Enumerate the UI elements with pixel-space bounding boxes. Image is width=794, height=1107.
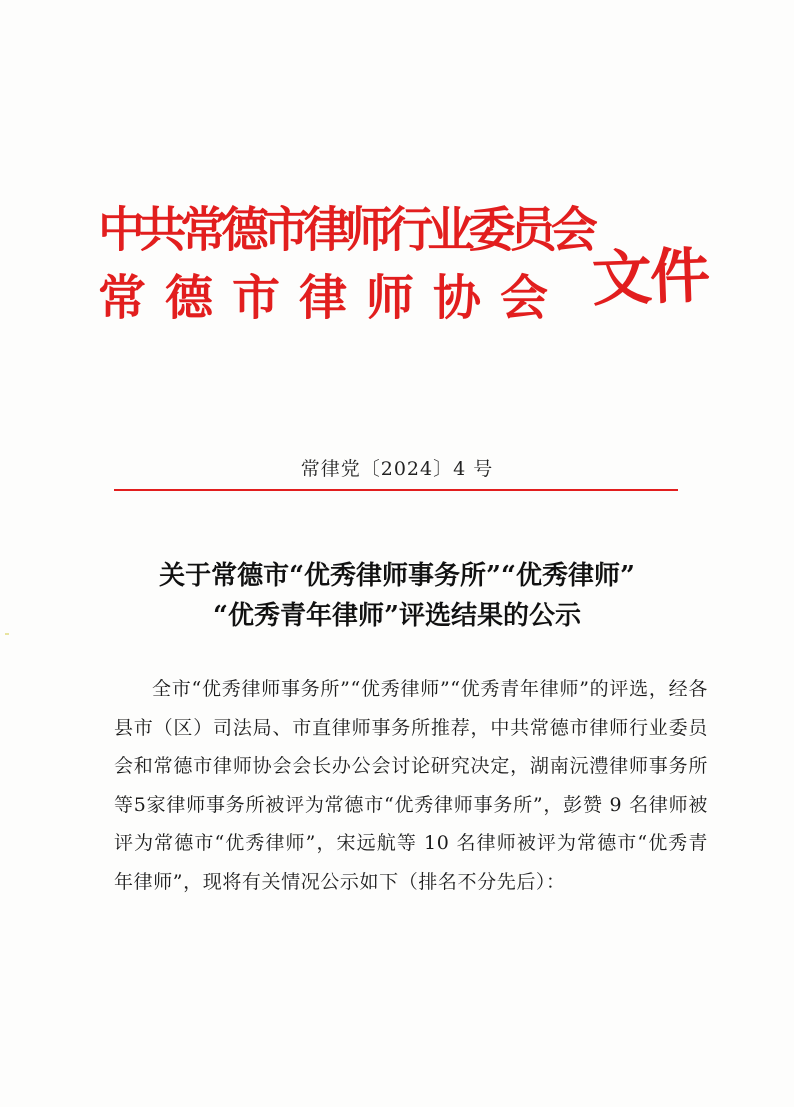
letterhead-organizations [98, 202, 602, 326]
document-title-line-1: 关于常德市“优秀律师事务所”“优秀律师” [159, 561, 635, 591]
letterhead-document-suffix: 文件 [590, 240, 710, 316]
document-title [0, 556, 794, 636]
document-title-line-2: “优秀青年律师”评选结果的公示 [213, 601, 581, 631]
document-number: 常律党〔2024〕4 号 [300, 458, 494, 480]
letterhead-line-party-committee: 中共常德市律师行业委员会 [98, 202, 592, 258]
body-paragraph: 全市“优秀律师事务所”“优秀律师”“优秀青年律师”的评选，经各县市（区）司法局、市直律师事务所推荐，中共常德市律师行业委员会和常德市律师协会会长办公会讨论研究决定，湖南沅澧律师事务所等5家律师事务所被评为常德市“优秀律师事务所”，彭赞 9 名律师被评为常德市“优秀律师”，宋远航等 10 名律师被评为常德市“优秀青年律师”，现将有关情况公示如下（排名不分先后）： [114, 678, 708, 893]
red-divider-line [114, 489, 678, 491]
scan-speck [5, 633, 9, 635]
letterhead-line-lawyers-association: 常德市律师协会 [98, 270, 568, 326]
